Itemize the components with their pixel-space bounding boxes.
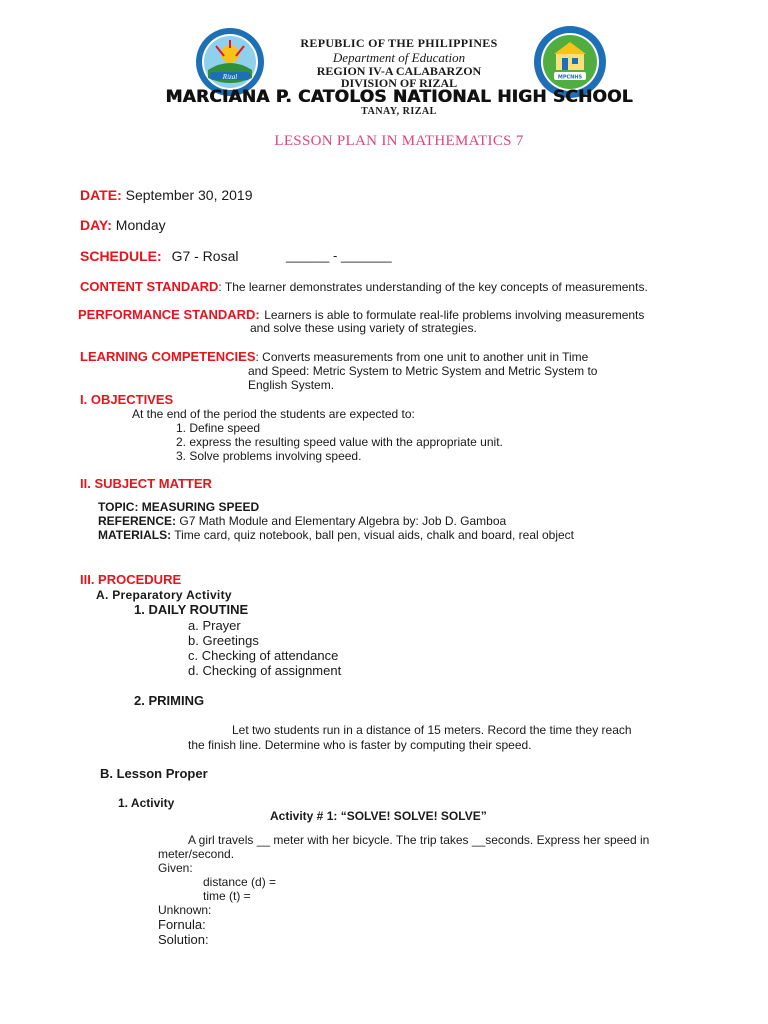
- distance-field: distance (d) =: [203, 875, 277, 889]
- content-standard-label: CONTENT STANDARD: [80, 279, 219, 294]
- date-row: [80, 187, 253, 203]
- learning-competencies-line2: and Speed: Metric System to Metric System and Metric System to: [248, 364, 598, 378]
- unknown-label: Unknown:: [158, 903, 212, 917]
- subject-matter-heading: II. SUBJECT MATTER: [80, 476, 212, 491]
- day-label: DAY:: [80, 217, 112, 233]
- header-division: DIVISION OF RIZAL: [340, 76, 458, 90]
- schedule-value: G7 - Rosal: [171, 248, 239, 264]
- activity-heading: 1. Activity: [118, 796, 175, 810]
- problem-line2: meter/second.: [158, 847, 235, 861]
- given-label: Given:: [158, 861, 193, 875]
- date-label: DATE:: [80, 187, 122, 203]
- content-standard-row: [80, 278, 648, 296]
- problem-line1: A girl travels __ meter with her bicycle. The trip takes __seconds. Express her speed in: [188, 833, 650, 847]
- day-row: [80, 217, 166, 233]
- priming-line1: Let two students run in a distance of 15 meters. Record the time they reach: [232, 723, 632, 737]
- reference-value: G7 Math Module and Elementary Algebra by: Job D. Gamboa: [179, 514, 507, 528]
- preparatory-activity: A. Preparatory Activity: [96, 588, 232, 602]
- seal-text: Rizal: [222, 73, 238, 81]
- page-title: LESSON PLAN IN MATHEMATICS 7: [274, 133, 524, 149]
- routine-item: d. Checking of assignment: [188, 663, 342, 678]
- lesson-proper-heading: B. Lesson Proper: [100, 766, 208, 781]
- learning-competencies-line1: : Converts measurements from one unit to another unit in Time: [255, 350, 589, 364]
- content-standard-value: : The learner demonstrates understanding of the key concepts of measurements.: [218, 280, 648, 294]
- header-region: REGION IV-A CALABARZON: [316, 64, 482, 78]
- topic: TOPIC: MEASURING SPEED: [98, 500, 260, 514]
- header-department: Department of Education: [332, 50, 466, 65]
- reference-row: [98, 514, 506, 528]
- procedure-heading: III. PROCEDURE: [80, 572, 182, 587]
- objective-item: 1. Define speed: [176, 421, 261, 435]
- routine-item: c. Checking of attendance: [188, 648, 339, 663]
- day-value: Monday: [115, 217, 166, 233]
- school-location: TANAY, RIZAL: [361, 106, 437, 117]
- priming-line2: the finish line. Determine who is faster by computing their speed.: [188, 738, 532, 752]
- school-name: MARCIANA P. CATOLOS NATIONAL HIGH SCHOOL: [165, 87, 633, 107]
- date-value: September 30, 2019: [125, 187, 253, 203]
- routine-item: b. Greetings: [188, 633, 259, 648]
- performance-standard-line1: Learners is able to formulate real-life problems involving measurements: [264, 308, 645, 322]
- routine-item: a. Prayer: [188, 618, 241, 633]
- header-republic: REPUBLIC OF THE PHILIPPINES: [300, 36, 498, 50]
- materials-label: MATERIALS:: [98, 528, 172, 542]
- schedule-blank: ______ - _______: [286, 248, 392, 263]
- formula-label: Fornula:: [158, 917, 206, 932]
- activity-title: Activity # 1: “SOLVE! SOLVE! SOLVE”: [270, 809, 487, 823]
- objectives-heading: I. OBJECTIVES: [80, 392, 174, 407]
- objective-item: 3. Solve problems involving speed.: [176, 449, 362, 463]
- objective-item: 2. express the resulting speed value with the appropriate unit.: [176, 435, 503, 449]
- learning-competencies-label: LEARNING COMPETENCIES: [80, 349, 256, 364]
- performance-standard-label: PERFORMANCE STANDARD:: [78, 307, 260, 322]
- schedule-label: SCHEDULE:: [80, 248, 162, 264]
- objectives-intro: At the end of the period the students are expected to:: [132, 407, 415, 421]
- schedule-row: [80, 248, 238, 264]
- materials-row: [98, 528, 574, 542]
- priming-heading: 2. PRIMING: [134, 693, 205, 708]
- seal-text: MPCNHS: [557, 74, 583, 81]
- reference-label: REFERENCE:: [98, 514, 177, 528]
- materials-value: Time card, quiz notebook, ball pen, visual aids, chalk and board, real object: [174, 528, 575, 542]
- time-field: time (t) =: [203, 889, 251, 903]
- learning-competencies-line3: English System.: [248, 378, 335, 392]
- solution-label: Solution:: [158, 932, 209, 947]
- performance-standard-line2: and solve these using variety of strategies.: [250, 321, 477, 335]
- daily-routine-heading: 1. DAILY ROUTINE: [134, 602, 249, 617]
